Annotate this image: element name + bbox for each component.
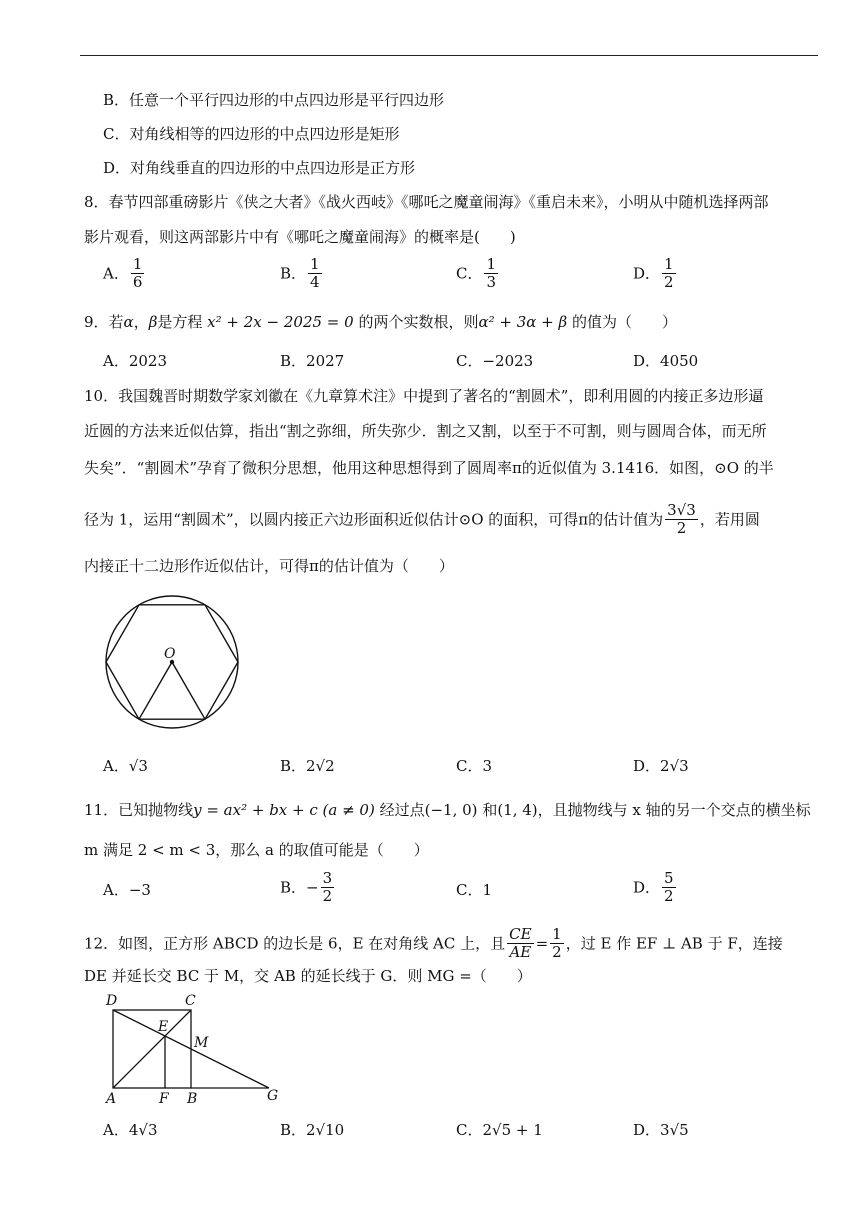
- label-f: F: [159, 1091, 169, 1107]
- label-c: C: [185, 993, 196, 1009]
- q10-stem-line3: 失矣”．“割圆术”孕育了微积分思想，他用这种思想得到了圆周率π的近似值为 3.1416．如图，⊙O 的半: [84, 459, 774, 477]
- q10-stem-line1: 10．我国魏晋时期数学家刘徽在《九章算术注》中提到了著名的“割圆术”，即利用圆的内接正多边形逼: [84, 387, 764, 405]
- q10-option-b: B．2√2: [280, 757, 335, 775]
- q12-stem-line2: DE 并延长交 BC 于 M，交 AB 的延长线于 G．则 MG =（ ）: [84, 967, 532, 985]
- q12-figure-square: [100, 990, 290, 1108]
- q10-option-a: A．√3: [103, 757, 148, 775]
- q9-stem: 9．若α，β是方程 x² + 2x − 2025 = 0 的两个实数根，则α² + 3α + β 的值为（ ）: [84, 313, 677, 331]
- center-label: O: [164, 646, 176, 662]
- q7-option-b: B．任意一个平行四边形的中点四边形是平行四边形: [103, 91, 445, 109]
- q11-option-c: C．1: [456, 881, 493, 899]
- q8-option-a: A． $\frac{1}{6}$: [103, 255, 143, 291]
- radius-left: [139, 662, 172, 719]
- q12-stem-line1: 12．如图，正方形 ABCD 的边长是 6，E 在对角线 AC 上，且 $\frac{CE}{AE}$ = $\frac{1}{2}$ ，过 E 作 EF ⊥ AB 于 F，连接: [84, 925, 783, 961]
- q8-option-b: B． $\frac{1}{4}$: [280, 255, 320, 291]
- q11-option-d: D． $\frac{5}{2}$: [633, 869, 674, 905]
- q10-option-c: C．3: [456, 757, 493, 775]
- q8-option-d: D． $\frac{1}{2}$: [633, 255, 674, 291]
- label-e: E: [158, 1019, 169, 1035]
- q8-option-c: C． $\frac{1}{3}$: [456, 255, 497, 291]
- q12-option-c: C．2√5 + 1: [456, 1121, 543, 1139]
- q7-option-c: C．对角线相等的四边形的中点四边形是矩形: [103, 125, 400, 143]
- diagonal-ac: [113, 1010, 191, 1088]
- q9-option-b: B．2027: [280, 352, 345, 370]
- q11-stem-line2: m 满足 2 < m < 3，那么 a 的取值可能是（ ）: [84, 841, 429, 859]
- q10-stem-line2: 近圆的方法来近似估算，指出“割之弥细，所失弥少．割之又割，以至于不可割，则与圆周合体，而无所: [84, 422, 767, 440]
- q10-stem-line4: 径为 1，运用“割圆术”，以圆内接正六边形面积近似估计⊙O 的面积，可得π的估计值为 $\frac{3√3}{2}$ ，若用圆: [84, 501, 760, 537]
- q10-figure-circle-hexagon: [100, 590, 250, 730]
- label-g: G: [267, 1088, 279, 1104]
- q9-option-d: D．4050: [633, 352, 699, 370]
- q12-option-b: B．2√10: [280, 1121, 345, 1139]
- header-rule: [80, 55, 818, 56]
- label-b: B: [187, 1091, 198, 1107]
- q7-option-d: D．对角线垂直的四边形的中点四边形是正方形: [103, 159, 416, 177]
- label-m: M: [194, 1035, 209, 1051]
- label-a: A: [106, 1091, 117, 1107]
- label-d: D: [106, 993, 118, 1009]
- q9-option-c: C．−2023: [456, 352, 534, 370]
- q11-option-a: A．−3: [103, 881, 151, 899]
- q12-option-d: D．3√5: [633, 1121, 689, 1139]
- q12-option-a: A．4√3: [103, 1121, 158, 1139]
- q10-option-d: D．2√3: [633, 757, 689, 775]
- q8-stem-line1: 8．春节四部重磅影片《侠之大者》《战火西岐》《哪吒之魔童闹海》《重启未来》，小明从中随机选择两部: [84, 193, 769, 211]
- q9-option-a: A．2023: [103, 352, 168, 370]
- radius-right: [172, 662, 205, 719]
- q11-stem-line1: 11．已知抛物线y = ax² + bx + c (a ≠ 0) 经过点(−1, 0) 和(1, 4)，且抛物线与 x 轴的另一个交点的横坐标: [84, 801, 811, 819]
- q10-stem-line5: 内接正十二边形作近似估计，可得π的估计值为（ ）: [84, 557, 454, 575]
- q11-option-b: B．− $\frac{3}{2}$: [280, 869, 333, 905]
- q8-stem-line2: 影片观看，则这两部影片中有《哪吒之魔童闹海》的概率是( ): [84, 228, 516, 246]
